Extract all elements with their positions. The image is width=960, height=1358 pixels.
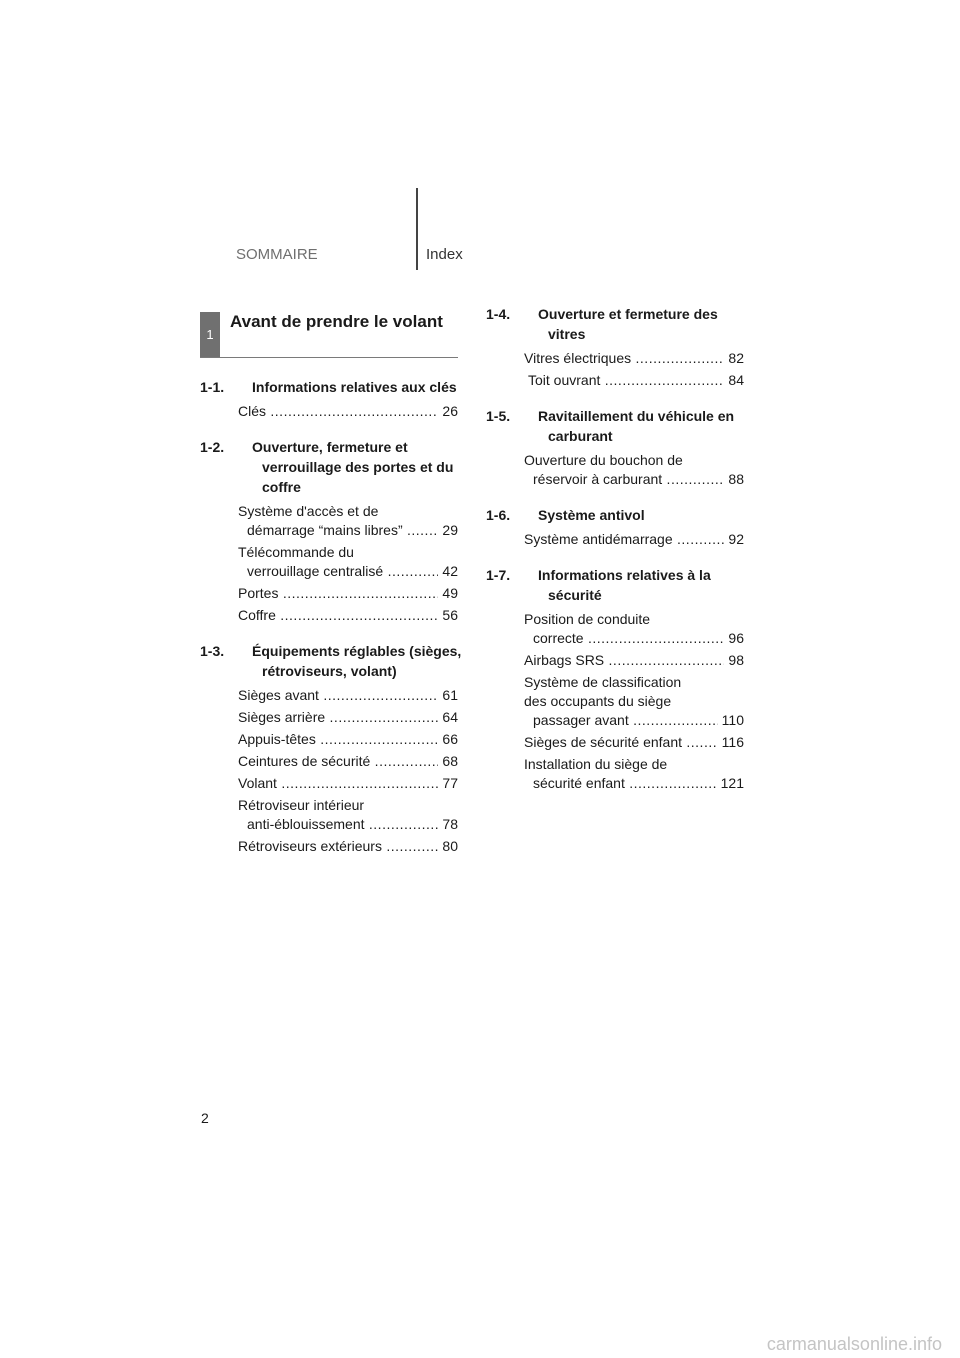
entry-text: Appuis-têtes ..... [238, 730, 458, 749]
section-heading[interactable] [200, 377, 468, 397]
entry-text: Toit ouvrant ..... [524, 371, 744, 390]
toc-entry[interactable] [238, 774, 458, 793]
toc-entry[interactable] [524, 530, 744, 549]
toc-entry[interactable] [238, 730, 458, 749]
toc-entry[interactable] [238, 708, 458, 727]
section-title: Équipements réglables (sièges, rétroviseurs, volant) [252, 643, 462, 679]
entry-text: Vitres électriques ..... [524, 349, 744, 368]
entry-page-number: 66 [438, 730, 458, 749]
entry-text: anti-éblouissement ..... [238, 815, 458, 834]
entry-text: Portes ..... [238, 584, 458, 603]
entry-text: Installation du siège de [524, 756, 668, 772]
entry-text: Airbags SRS ..... [524, 651, 744, 670]
entry-text: Ouverture du bouchon de [524, 452, 683, 468]
entry-page-number: 80 [438, 837, 458, 856]
entry-text: Rétroviseurs extérieurs ..... [238, 837, 458, 856]
entry-text: Coffre ..... [238, 606, 458, 625]
toc-entry[interactable] [238, 584, 458, 603]
toc-entry[interactable] [238, 402, 458, 421]
nav-divider [416, 188, 418, 270]
toc-entry[interactable] [524, 733, 744, 752]
toc-entry[interactable] [524, 451, 744, 489]
section-heading[interactable] [486, 304, 754, 344]
entry-page-number: 96 [724, 629, 744, 648]
entry-text: Ceintures de sécurité ..... [238, 752, 458, 771]
entry-page-number: 68 [438, 752, 458, 771]
page-number: 2 [201, 1110, 209, 1126]
entry-page-number: 61 [438, 686, 458, 705]
toc-section [486, 304, 754, 390]
entry-page-number: 116 [718, 733, 744, 752]
chapter-title: Avant de prendre le volant [230, 312, 443, 331]
section-number: 1-1. [200, 379, 225, 395]
toc-column-left [200, 377, 468, 872]
entry-page-number: 121 [717, 774, 744, 793]
section-title: Ouverture et fermeture des vitres [538, 306, 718, 342]
entry-page-number: 56 [438, 606, 458, 625]
entry-text: correcte ..... [524, 629, 744, 648]
entry-text: Système d'accès et de [238, 503, 379, 519]
entry-text: des occupants du siège [524, 693, 672, 709]
entry-text: Position de conduite [524, 611, 651, 627]
entry-text: Volant ..... [238, 774, 458, 793]
toc-entry[interactable] [238, 752, 458, 771]
entry-page-number: 110 [718, 711, 744, 730]
toc-column-right [486, 304, 754, 809]
section-number: 1-3. [200, 643, 225, 659]
entry-page-number: 49 [438, 584, 458, 603]
section-title: Système antivol [538, 507, 645, 523]
entry-page-number: 88 [724, 470, 744, 489]
footer-watermark: carmanualsonline.info [766, 1334, 942, 1354]
entry-text: Système de classification [524, 674, 682, 690]
section-heading[interactable] [200, 641, 468, 681]
section-title: Informations relatives aux clés [252, 379, 457, 395]
entry-page-number: 84 [724, 371, 744, 390]
entry-text: Sièges avant ..... [238, 686, 458, 705]
section-number: 1-7. [486, 567, 511, 583]
entry-text: Système antidémarrage ..... [524, 530, 744, 549]
toc-entry[interactable] [238, 502, 458, 540]
toc-entry[interactable] [524, 673, 744, 730]
chapter-number-tab: 1 [200, 312, 220, 357]
chapter-header [200, 312, 458, 358]
entry-text: démarrage “mains libres” ..... [238, 521, 458, 540]
entry-text: Sièges de sécurité enfant ..... [524, 733, 744, 752]
section-heading[interactable] [200, 437, 468, 497]
sommaire-link[interactable]: SOMMAIRE [236, 246, 318, 263]
section-number: 1-4. [486, 306, 511, 322]
section-heading[interactable] [486, 406, 754, 446]
section-title: Ravitaillement du véhicule en carburant [538, 408, 735, 444]
toc-entry[interactable] [238, 796, 458, 834]
toc-section [486, 406, 754, 489]
entry-text: Clés ..... [238, 402, 458, 421]
toc-entry[interactable] [238, 837, 458, 856]
entry-page-number: 26 [438, 402, 458, 421]
entry-text: passager avant ..... [524, 711, 744, 730]
section-heading[interactable] [486, 505, 754, 525]
section-title: Informations relatives à la sécurité [538, 567, 711, 603]
section-number: 1-2. [200, 439, 225, 455]
toc-section [200, 641, 468, 856]
toc-entry[interactable] [238, 686, 458, 705]
toc-section [486, 565, 754, 793]
entry-page-number: 77 [438, 774, 458, 793]
section-number: 1-5. [486, 408, 511, 424]
entry-text: réservoir à carburant ..... [524, 470, 744, 489]
entry-page-number: 64 [438, 708, 458, 727]
toc-section [486, 505, 754, 549]
toc-section [200, 377, 468, 421]
entry-text: Télécommande du [238, 544, 354, 560]
entry-text: Sièges arrière ..... [238, 708, 458, 727]
index-link[interactable]: Index [426, 246, 463, 263]
entry-text: Rétroviseur intérieur [238, 797, 365, 813]
toc-entry[interactable] [524, 371, 744, 390]
toc-entry[interactable] [524, 349, 744, 368]
entry-page-number: 78 [438, 815, 458, 834]
entry-page-number: 92 [724, 530, 744, 549]
toc-entry[interactable] [238, 606, 458, 625]
entry-text: verrouillage centralisé ..... [238, 562, 458, 581]
toc-section [200, 437, 468, 625]
toc-entry[interactable] [524, 651, 744, 670]
entry-text: sécurité enfant ..... [524, 774, 744, 793]
section-number: 1-6. [486, 507, 511, 523]
section-heading[interactable] [486, 565, 754, 605]
entry-page-number: 98 [724, 651, 744, 670]
entry-page-number: 82 [724, 349, 744, 368]
toc-entry[interactable] [238, 543, 458, 581]
toc-entry[interactable] [524, 610, 744, 648]
entry-page-number: 29 [438, 521, 458, 540]
entry-page-number: 42 [438, 562, 458, 581]
section-title: Ouverture, fermeture et verrouillage des portes et du coffre [252, 439, 454, 495]
toc-entry[interactable] [524, 755, 744, 793]
